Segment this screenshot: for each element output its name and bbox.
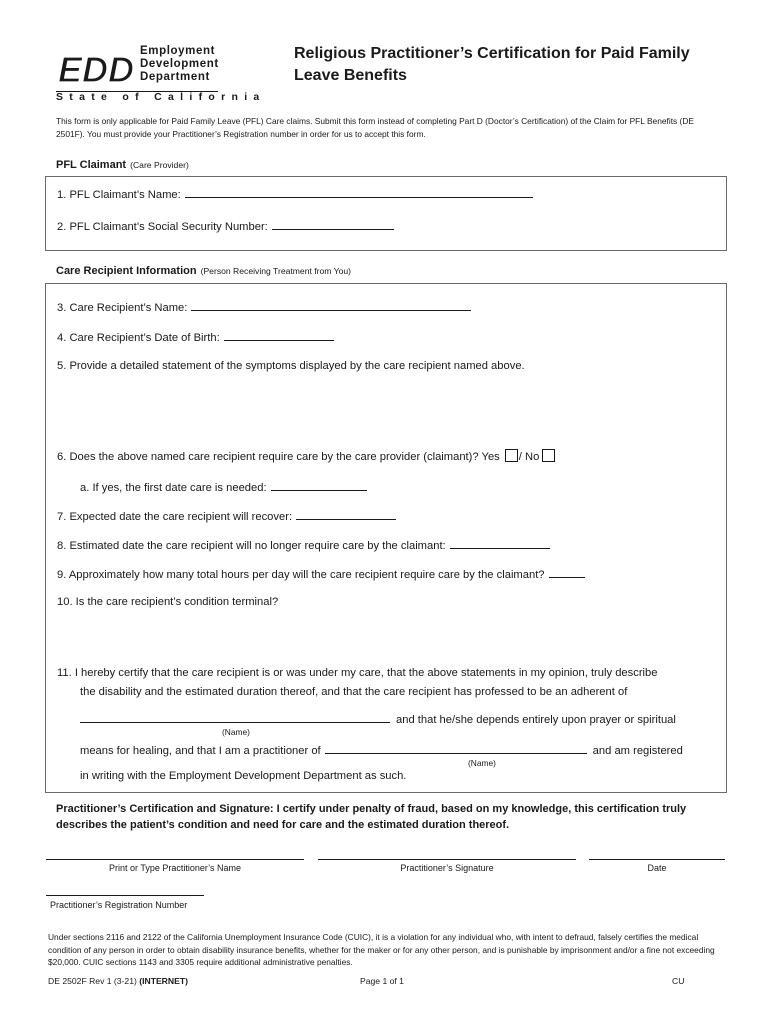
q1-label: 1. PFL Claimant’s Name: [57, 189, 181, 201]
q4-row [57, 330, 334, 344]
legal-notice: Under sections 2116 and 2122 of the California Unemployment Insurance Code (CUIC), it is a violation for any individual who, with intent to defraud, falsely certifies the medical condition of any person in order to obtain disability insurance benefits, whether for the maker or for any other person, and is punishable by imprisonment and/or a fine not exceeding $20,000. CUIC sections 1143 and 3305 require additional administrative penalties. [48, 932, 715, 967]
date-line[interactable] [589, 859, 725, 860]
recipient-name-field[interactable] [191, 300, 471, 311]
recovery-date-field[interactable] [296, 509, 396, 520]
q11-line-3-label: and that he/she depends entirely upon prayer or spiritual [396, 714, 676, 726]
practitioner-signature-label: Practitioner’s Signature [400, 863, 494, 873]
recipient-subheading: (Person Receiving Treatment from You) [200, 266, 352, 276]
q7-label: 7. Expected date the care recipient will recover: [57, 511, 293, 523]
q8-row [57, 538, 550, 552]
form-id [48, 976, 188, 986]
q11-line-2: the disability and the estimated duration thereof, and that the care recipient has professed to be an adherent of [80, 686, 628, 698]
q11-line-4-end: and am registered [592, 745, 683, 757]
practitioner-signature-line[interactable] [318, 859, 576, 860]
dept-line-3: Department [140, 71, 210, 83]
q9-label: 9. Approximately how many total hours per day will the care recipient require care by the claimant? [57, 569, 545, 581]
name-label-2: (Name) [468, 758, 496, 768]
page-number: Page 1 of 1 [360, 976, 404, 986]
registration-number-line[interactable] [46, 895, 204, 896]
claimant-name-field[interactable] [185, 187, 533, 198]
symptoms-field[interactable] [80, 378, 720, 440]
dept-line-1: Employment [140, 45, 216, 57]
form-number: DE 2502F Rev 1 (3-21) [48, 976, 137, 986]
page-title: Religious Practitioner’s Certification for Paid Family Leave Benefits [294, 45, 690, 84]
form-type: (INTERNET) [139, 976, 188, 986]
footer-code: CU [672, 976, 685, 986]
q6a-label: a. If yes, the first date care is needed: [80, 482, 267, 494]
q2-label: 2. PFL Claimant’s Social Security Number: [57, 221, 268, 233]
practitioner-name-line[interactable] [46, 859, 304, 860]
q11-line-5: in writing with the Employment Development Department as such. [80, 770, 407, 782]
recipient-dob-field[interactable] [224, 330, 334, 341]
recipient-heading [56, 265, 351, 277]
q11-line-4 [80, 743, 683, 757]
name-label-1: (Name) [222, 727, 250, 737]
care-end-date-field[interactable] [450, 538, 550, 549]
claimant-subheading: (Care Provider) [130, 160, 189, 170]
q10-label: 10. Is the care recipient’s condition terminal? [57, 596, 279, 608]
claimant-ssn-field[interactable] [272, 219, 394, 230]
q6a-row [80, 480, 367, 494]
edd-logo [56, 44, 134, 90]
q11-line-1: 11. I hereby certify that the care recipient is or was under my care, that the above statements in my opinion, truly describe [57, 667, 658, 679]
no-checkbox[interactable] [542, 449, 555, 462]
q11-line-4-label: means for healing, and that I am a practitioner of [80, 745, 321, 757]
claimant-heading [56, 159, 189, 171]
practitioner-of-field[interactable] [325, 743, 587, 754]
certification-statement: Practitioner’s Certification and Signature: I certify under penalty of fraud, based on my knowledge, this certification truly describes the patient’s condition and need for care and the estimated duration thereof. [56, 803, 687, 831]
logo-text: EDD [58, 49, 134, 90]
intro-text: This form is only applicable for Paid Family Leave (PFL) Care claims. Submit this form instead of completing Part D (Doctor’s Certification) of the Claim for PFL Benefits (DE 2501F). You must provide your Practitioner’s Registration number in order for us to accept this form. [56, 116, 694, 139]
first-care-date-field[interactable] [271, 480, 367, 491]
practitioner-name-label: Print or Type Practitioner’s Name [108, 863, 242, 873]
q6-label: 6. Does the above named care recipient require care by the care provider (claimant)? Yes [57, 451, 500, 463]
dept-line-2: Development [140, 58, 219, 70]
yes-checkbox[interactable] [505, 449, 518, 462]
q3-row [57, 300, 471, 314]
recipient-heading-label: Care Recipient Information [56, 265, 197, 277]
q6-row [57, 449, 556, 463]
registration-number-label: Practitioner’s Registration Number [50, 900, 188, 910]
religion-name-field[interactable] [80, 712, 390, 723]
q11-line-3 [80, 712, 676, 726]
q1-row [57, 187, 533, 201]
q3-label: 3. Care Recipient’s Name: [57, 302, 188, 314]
q5-label: 5. Provide a detailed statement of the symptoms displayed by the care recipient named above. [57, 360, 525, 372]
q7-row [57, 509, 396, 523]
q6-no-label: / No [518, 451, 540, 463]
terminal-answer-field[interactable] [80, 614, 720, 660]
hours-per-day-field[interactable] [549, 567, 585, 578]
q8-label: 8. Estimated date the care recipient will no longer require care by the claimant: [57, 540, 446, 552]
claimant-heading-label: PFL Claimant [56, 159, 127, 171]
q9-row [57, 567, 585, 581]
q4-label: 4. Care Recipient’s Date of Birth: [57, 332, 220, 344]
q2-row [57, 219, 394, 233]
state-of-california: State of California [56, 91, 266, 103]
date-label: Date [647, 863, 667, 873]
